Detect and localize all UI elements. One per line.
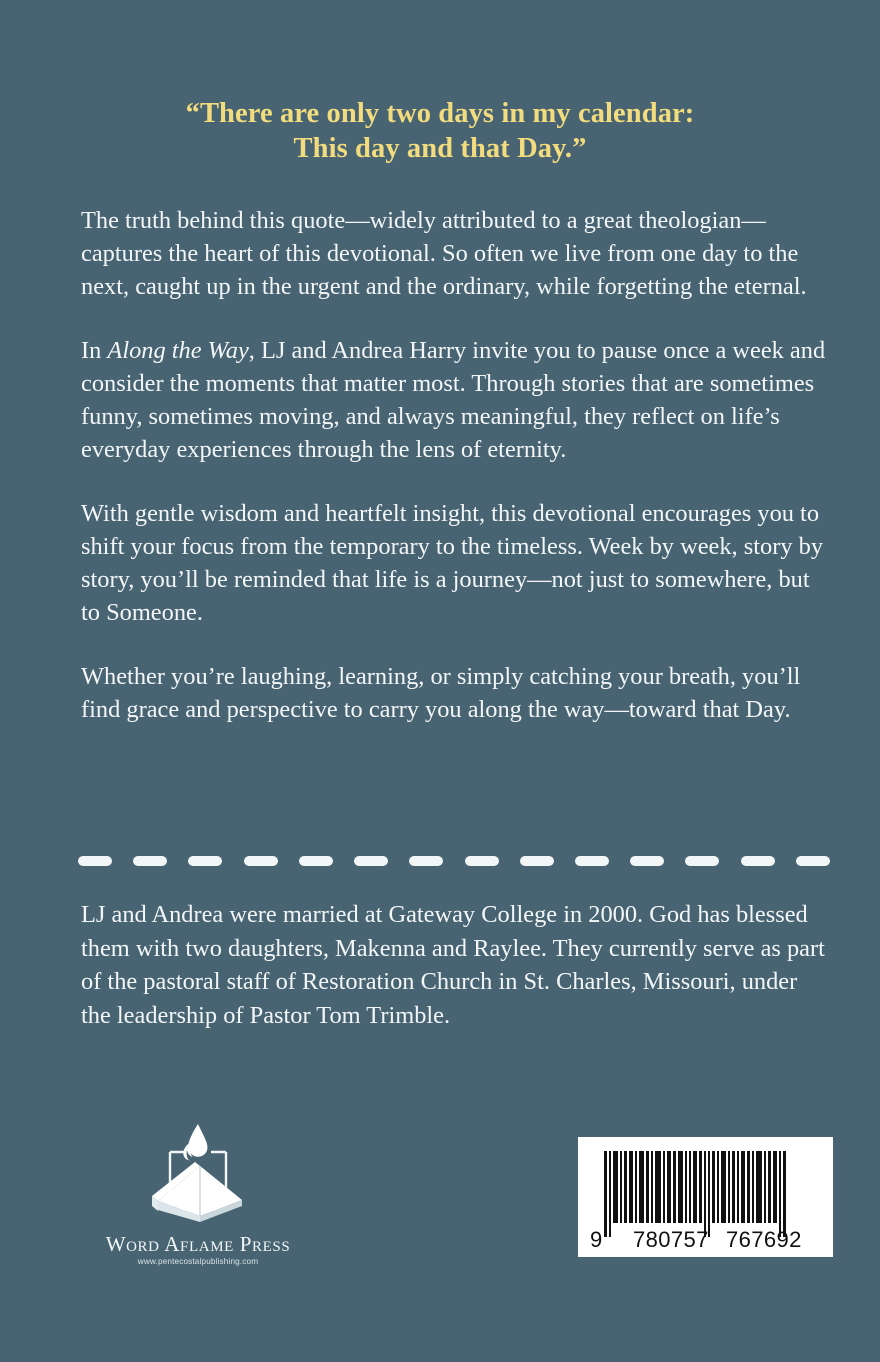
book-with-flame-icon: [138, 1118, 258, 1228]
divider-dash: [133, 856, 167, 866]
dashed-divider: [78, 855, 830, 866]
divider-dash: [575, 856, 609, 866]
barcode-right-group: 767692: [726, 1227, 802, 1252]
barcode-lead-digit: 9: [590, 1227, 603, 1252]
divider-dash: [409, 856, 443, 866]
book-title-italic: Along the Way: [107, 337, 249, 364]
divider-dash: [465, 856, 499, 866]
body-paragraph-1: The truth behind this quote—widely attributed to a great theologian—captures the heart of this devotional. So often we live from one day to the next, caught up in the urgent and the ordinary, while forgetting the eternal.: [81, 207, 807, 300]
divider-dash: [354, 856, 388, 866]
divider-dash: [244, 856, 278, 866]
body-paragraph-2: [81, 334, 829, 466]
divider-dash: [741, 856, 775, 866]
divider-dash: [630, 856, 664, 866]
headline-line-2: This day and that Day.”: [293, 133, 587, 164]
publisher-block: [92, 1118, 304, 1267]
divider-dash: [299, 856, 333, 866]
author-bio-text: LJ and Andrea were married at Gateway College in 2000. God has blessed them with two daughters, Makenna and Raylee. They currently serve as part of the pastoral staff of Restoration Church in St. Charles, Missouri, under the leadership of Pastor Tom Trimble.: [81, 901, 825, 1029]
publisher-name: Word Aflame Press: [105, 1232, 291, 1256]
paragraph-2-prefix: In: [81, 337, 108, 364]
isbn-barcode: [578, 1137, 833, 1257]
divider-dash: [685, 856, 719, 866]
divider-dash: [78, 856, 112, 866]
headline-quote: [60, 96, 820, 166]
divider-dash: [796, 856, 830, 866]
headline-line-1: “There are only two days in my calendar:: [185, 98, 695, 129]
barcode-number: [578, 1225, 833, 1255]
barcode-left-group: 780757: [633, 1227, 709, 1252]
author-bio: [81, 898, 829, 1032]
back-cover-body-copy: [81, 204, 829, 726]
divider-dash: [188, 856, 222, 866]
publisher-url: www.pentecostalpublishing.com: [137, 1257, 259, 1266]
body-paragraph-4: Whether you’re laughing, learning, or simply catching your breath, you’ll find grace and perspective to carry you along the way—toward that Day.: [81, 663, 801, 723]
body-paragraph-3: With gentle wisdom and heartfelt insight, this devotional encourages you to shift your focus from the temporary to the timeless. Week by week, story by story, you’ll be reminded that life is a journey—not just to somewhere, but to Someone.: [81, 500, 824, 626]
divider-dash: [520, 856, 554, 866]
paragraph-2-rest: , LJ and Andrea Harry invite you to pause once a week and consider the moments that matter most. Through stories that are sometimes funny, sometimes moving, and always meaningful, they reflect on life’s everyday experiences through the lens of eternity.: [81, 337, 826, 463]
